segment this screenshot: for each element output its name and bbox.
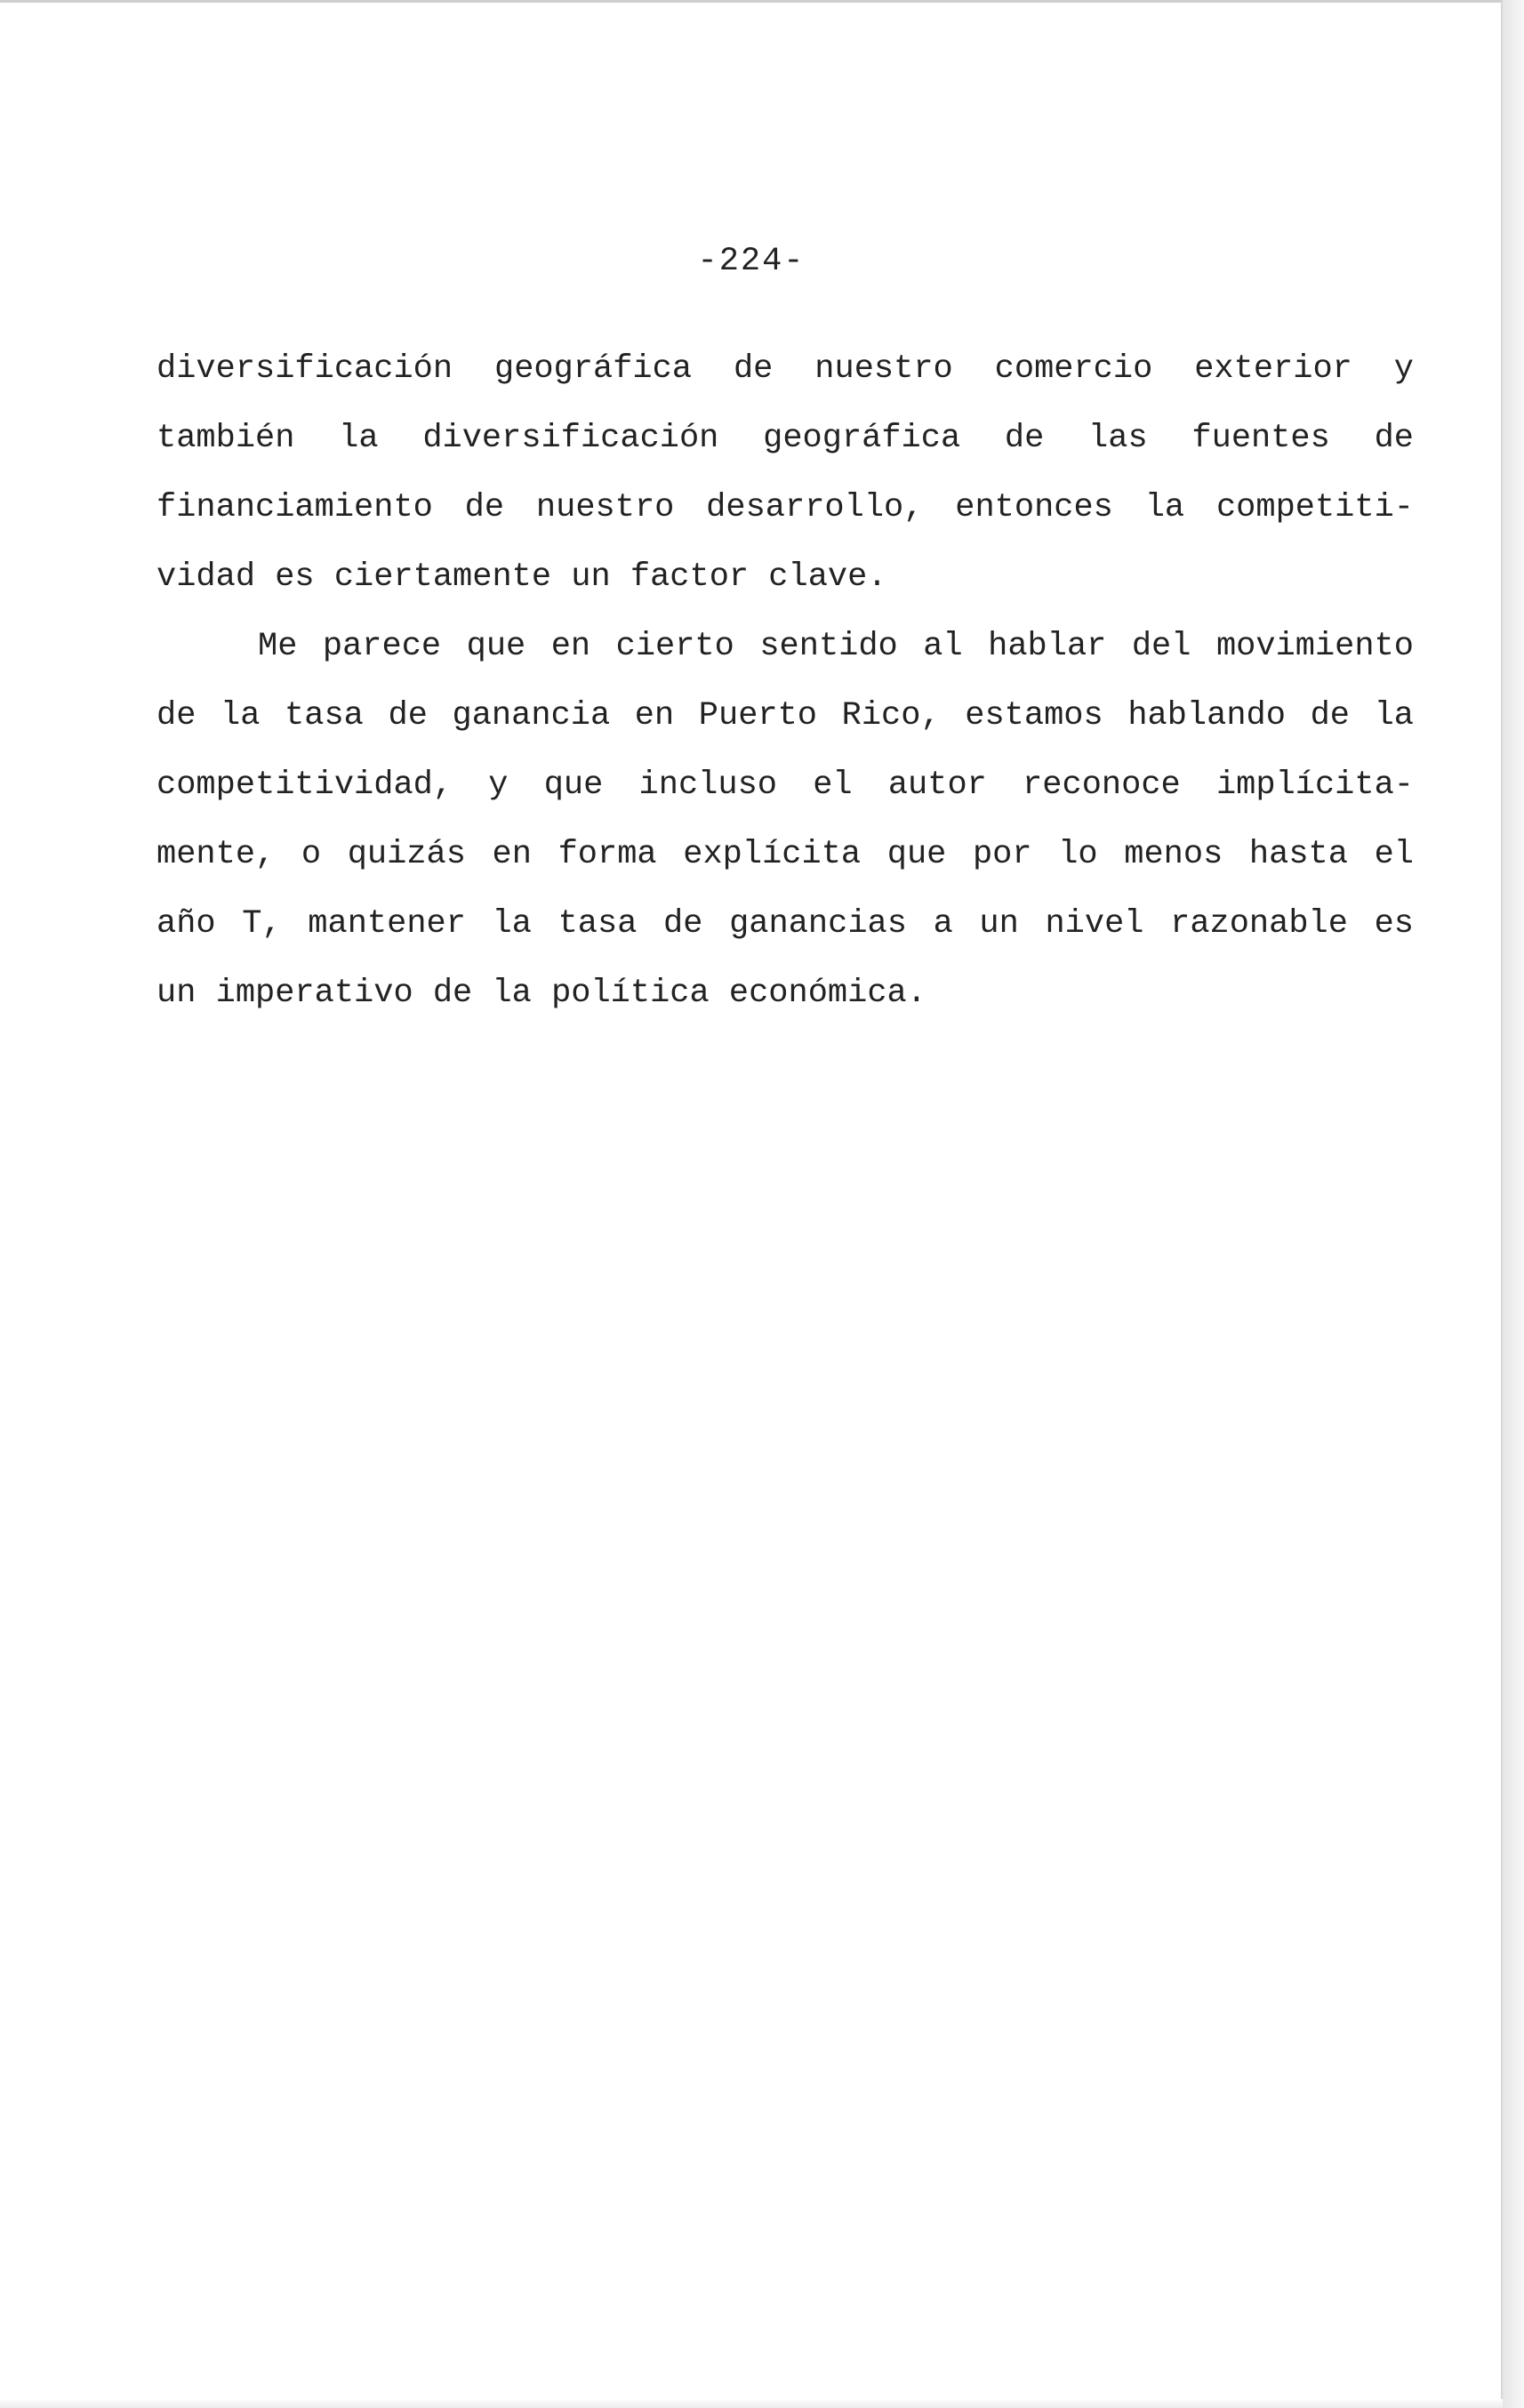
paragraph-2-line-1: Me parece que en cierto sentido al hablar del movimiento	[258, 628, 1414, 665]
paragraph-2-line-2: de la tasa de ganancia en Puerto Rico, estamos hablando de la	[156, 697, 1414, 734]
paragraph-2-line-6: un imperativo de la política económica.	[156, 975, 926, 1012]
scan-right-edge	[1503, 0, 1524, 2408]
paragraph-1-line-3: financiamiento de nuestro desarrollo, entonces la competiti-	[156, 489, 1414, 526]
page-number: -224-	[697, 243, 806, 280]
paragraph-1-line-1: diversificación geográfica de nuestro comercio exterior y	[156, 350, 1414, 388]
page-bottom-edge	[0, 2399, 1503, 2408]
paragraph-2-line-3: competitividad, y que incluso el autor reconoce implícita-	[156, 767, 1414, 804]
paragraph-1-line-2: también la diversificación geográfica de las fuentes de	[156, 420, 1414, 457]
paragraph-2-line-5: año T, mantener la tasa de ganancias a un nivel razonable es	[156, 905, 1414, 943]
paragraph-2-line-4: mente, o quizás en forma explícita que por lo menos hasta el	[156, 836, 1414, 873]
paragraph-1-line-4: vidad es ciertamente un factor clave.	[156, 558, 887, 596]
